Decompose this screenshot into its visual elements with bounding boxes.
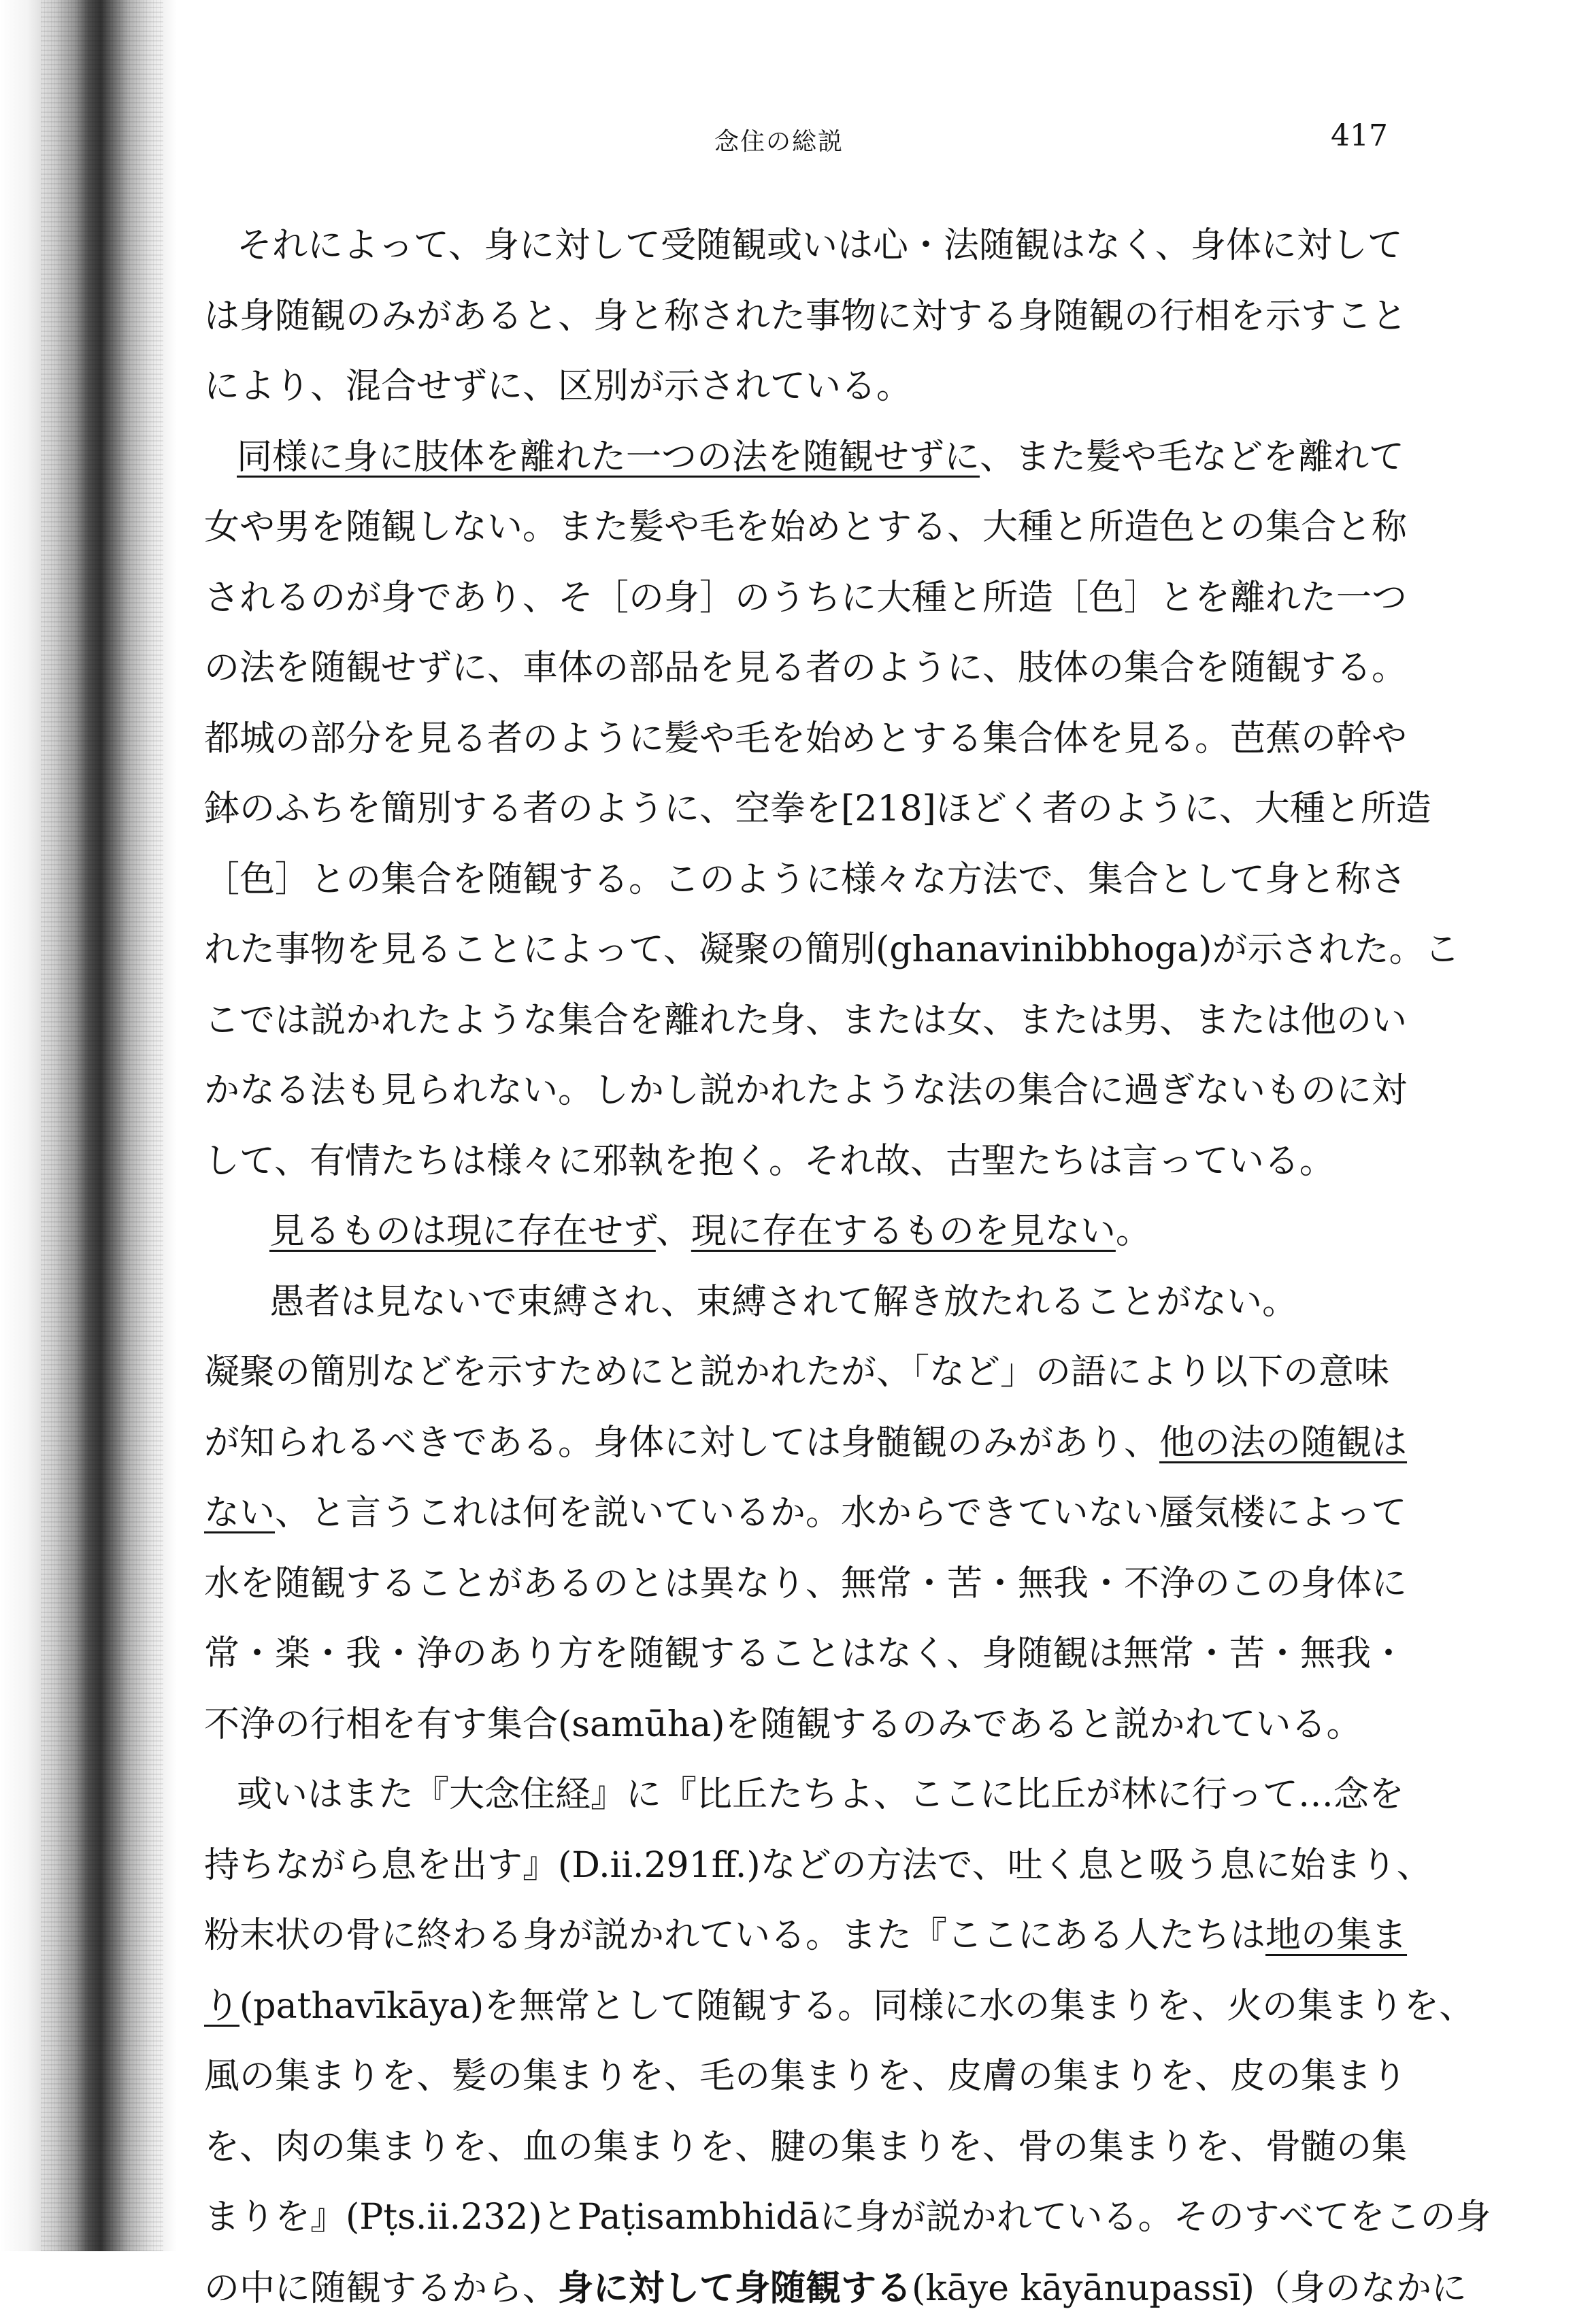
underlined-phrase: 見るものは現に存在せず xyxy=(269,1211,656,1252)
verse-line: 愚者は見ないで束縛され、束縛されて解き放たれることがない。 xyxy=(269,1281,1298,1323)
underlined-phrase: 地の集ま xyxy=(1265,1915,1408,1956)
underlined-phrase: 同様に身に肢体を離れた一つの法を随観せずに xyxy=(237,436,980,478)
bold-phrase: 身に対して身随観する xyxy=(558,2267,912,2309)
underlined-phrase: り xyxy=(204,1985,240,2027)
text-line: それによって、身に対して受随観或いは心・法随観はなく、身体に対して xyxy=(237,225,1403,266)
text-line: れた事物を見ることによって、凝聚の簡別(ghanavinibbhoga)が示された。こ xyxy=(204,929,1460,970)
text-line: 或いはまた『大念住経』に『比丘たちよ、ここに比丘が林に行って…念を xyxy=(237,1774,1405,1815)
text-line: 凝聚の簡別などを示すためにと説かれたが、「など」の語により以下の意味 xyxy=(204,1352,1390,1393)
text-line: まりを』(Pṭs.ii.232)とPaṭisambhidāに身が説かれている。そのすべてをこの身 xyxy=(204,2197,1491,2238)
text-line: こでは説かれたような集合を離れた身、または女、または男、または他のい xyxy=(204,999,1408,1041)
text-line: して、有情たちは様々に邪執を抱く。それ故、古聖たちは言っている。 xyxy=(204,1140,1335,1182)
text-line: 不浄の行相を有す集合(samūha)を随観するのみであると説かれている。 xyxy=(204,1704,1362,1745)
text-line: を、肉の集まりを、血の集まりを、腱の集まりを、骨の集まりを、骨髄の集 xyxy=(204,2126,1408,2168)
text-line: り(pathavīkāya)を無常として随観する。同様に水の集まりを、火の集まりを、 xyxy=(204,1985,1475,2027)
body-text xyxy=(204,211,1491,2323)
text-line: 女や男を随観しない。また髪や毛を始めとする、大種と所造色との集合と称 xyxy=(204,507,1408,548)
text-line: が知られるべきである。身体に対しては身髄観のみがあり、他の法の随観は xyxy=(204,1422,1408,1463)
underlined-phrase: 現に存在するものを見ない xyxy=(691,1211,1116,1252)
underlined-phrase: ない xyxy=(204,1493,276,1533)
text-line: 都城の部分を見る者のように髪や毛を始めとする集合体を見る。芭蕉の幹や xyxy=(204,718,1408,759)
text-line: 持ちながら息を出す』(D.ii.291ff.)などの方法で、吐く息と吸う息に始まり、 xyxy=(204,1844,1432,1886)
text-line: 同様に身に肢体を離れた一つの法を随観せずに、また髪や毛などを離れて xyxy=(237,436,1405,478)
text-line: 水を随観することがあるのとは異なり、無常・苦・無我・不浄のこの身体に xyxy=(204,1563,1408,1604)
text-line: により、混合せずに、区別が示されている。 xyxy=(204,366,912,407)
text-line: 風の集まりを、髪の集まりを、毛の集まりを、皮膚の集まりを、皮の集まり xyxy=(204,2056,1408,2097)
running-title: 念住の総説 xyxy=(714,128,844,156)
text-line: かなる法も見られない。しかし説かれたような法の集合に過ぎないものに対 xyxy=(204,1070,1408,1111)
page-number: 417 xyxy=(1331,118,1388,153)
underlined-phrase: 他の法の随観は xyxy=(1159,1422,1408,1463)
text-line: 常・楽・我・浄のあり方を随観することはなく、身随観は無常・苦・無我・ xyxy=(204,1633,1406,1674)
text-line: 粉末状の骨に終わる身が説かれている。また『ここにある人たちは地の集ま xyxy=(204,1915,1408,1956)
text-line: ［色］との集合を随観する。このように様々な方法で、集合として身と称さ xyxy=(204,859,1406,900)
page-header xyxy=(714,118,1388,170)
scan-noise xyxy=(41,0,163,2251)
verse-line: 見るものは現に存在せず、現に存在するものを見ない。 xyxy=(269,1211,1151,1252)
text-line: ない、と言うこれは何を説いているか。水からできていない蜃気楼によって xyxy=(204,1493,1407,1533)
text-line: されるのが身であり、そ［の身］のうちに大種と所造［色］とを離れた一つ xyxy=(204,577,1408,618)
text-line: 鉢のふちを簡別する者のように、空拳を[218]ほどく者のように、大種と所造 xyxy=(204,788,1431,829)
text-line: の中に随観するから、身に対して身随観する(kāye kāyānupassī)（身のなかに xyxy=(204,2267,1467,2309)
text-line: の法を随観せずに、車体の部品を見る者のように、肢体の集合を随観する。 xyxy=(204,648,1408,688)
text-line: は身随観のみがあると、身と称された事物に対する身随観の行相を示すこと xyxy=(204,295,1408,337)
